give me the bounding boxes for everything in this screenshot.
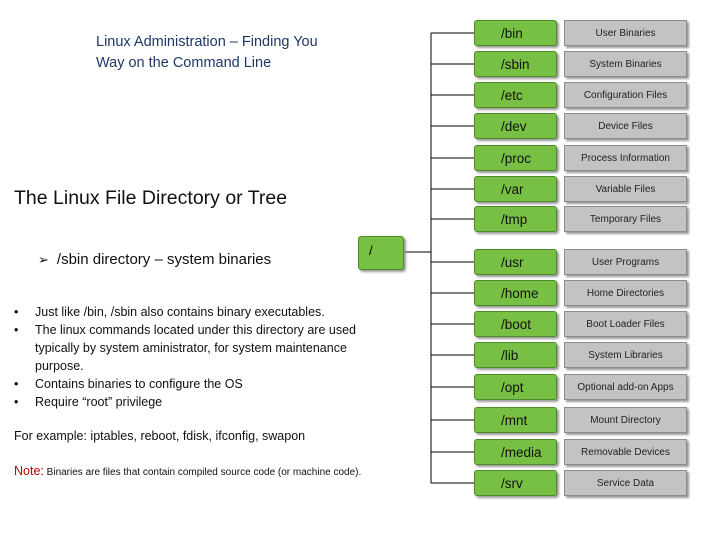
directory-description: Variable Files xyxy=(564,176,687,202)
directory-box: /proc xyxy=(474,145,557,171)
directory-box: /home xyxy=(474,280,557,306)
directory-box: /lib xyxy=(474,342,557,368)
directory-description: Home Directories xyxy=(564,280,687,306)
directory-box: /dev xyxy=(474,113,557,139)
example-text: For example: iptables, reboot, fdisk, ifconfig, swapon xyxy=(14,429,306,443)
directory-description: Process Information xyxy=(564,145,687,171)
directory-description: System Binaries xyxy=(564,51,687,77)
bullet-dot-icon: • xyxy=(14,377,19,391)
bullet-dot-icon: • xyxy=(14,305,19,319)
arrow-bullet-icon: ➢ xyxy=(38,252,49,267)
directory-description: User Binaries xyxy=(564,20,687,46)
slide-title: The Linux File Directory or Tree xyxy=(14,187,288,209)
directory-box: /opt xyxy=(474,374,557,400)
directory-description: Temporary Files xyxy=(564,206,687,232)
root-directory-box xyxy=(358,236,404,270)
directory-box: /media xyxy=(474,439,557,465)
directory-description: Mount Directory xyxy=(564,407,687,433)
directory-description: Device Files xyxy=(564,113,687,139)
directory-description: User Programs xyxy=(564,249,687,275)
directory-description: Configuration Files xyxy=(564,82,687,108)
sub-bullet-text: /sbin directory – system binaries xyxy=(56,251,272,268)
note-label: Note: xyxy=(14,464,44,478)
subtitle-line-1: Linux Administration – Finding You xyxy=(96,34,318,50)
bullet-text: Just like /bin, /sbin also contains binary executables. xyxy=(35,305,325,319)
directory-box: /usr xyxy=(474,249,557,275)
bullet-dot-icon: • xyxy=(14,323,19,337)
directory-box: /etc xyxy=(474,82,557,108)
directory-box: /bin xyxy=(474,20,557,46)
directory-description: Boot Loader Files xyxy=(564,311,687,337)
directory-description: Removable Devices xyxy=(564,439,687,465)
directory-box: /mnt xyxy=(474,407,557,433)
directory-box: /srv xyxy=(474,470,557,496)
directory-box: /tmp xyxy=(474,206,557,232)
root-label: / xyxy=(369,243,373,258)
bullet-text: Contains binaries to configure the OS xyxy=(35,377,243,391)
directory-box: /boot xyxy=(474,311,557,337)
bullet-text: The linux commands located under this directory are used typically by system aministrator, for system maintenance purpose. xyxy=(35,323,356,373)
subtitle-line-2: Way on the Command Line xyxy=(96,55,272,71)
bullet-text: Require “root” privilege xyxy=(35,395,163,409)
directory-description: Optional add-on Apps xyxy=(564,374,687,400)
note-text: Binaries are files that contain compiled source code (or machine code). xyxy=(46,467,362,478)
directory-box: /var xyxy=(474,176,557,202)
directory-description: System Libraries xyxy=(564,342,687,368)
directory-description: Service Data xyxy=(564,470,687,496)
directory-box: /sbin xyxy=(474,51,557,77)
bullet-dot-icon: • xyxy=(14,395,19,409)
